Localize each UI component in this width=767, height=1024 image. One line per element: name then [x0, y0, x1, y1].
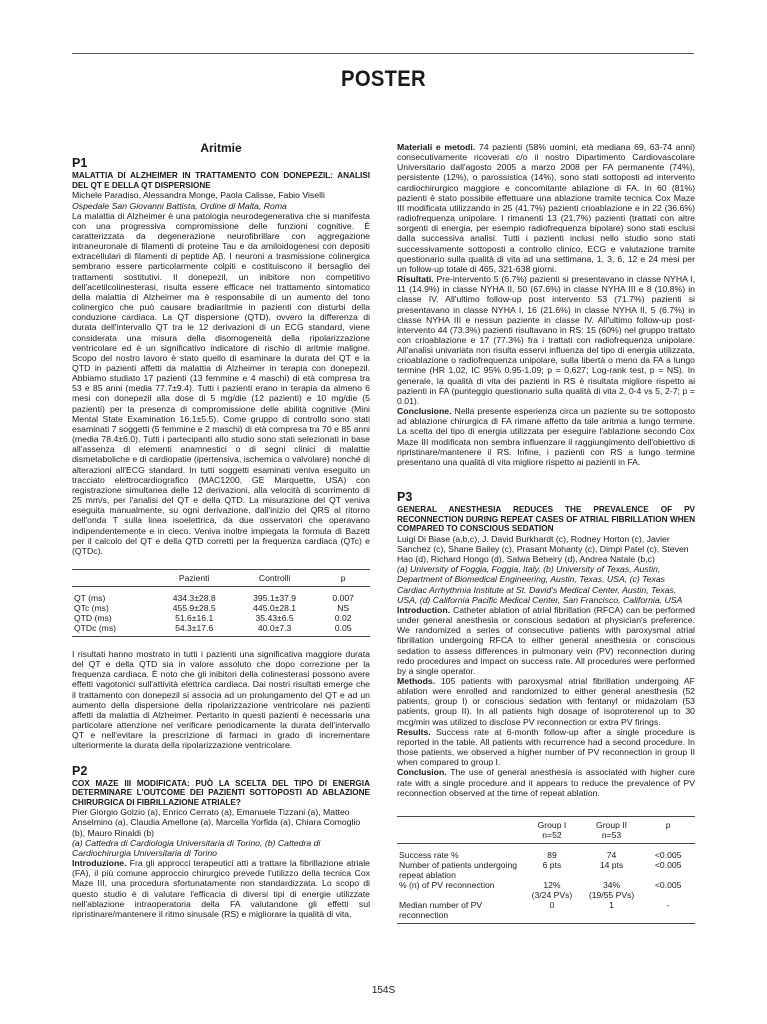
table-row — [397, 843, 695, 860]
value-detail: (19/55 PVs) — [588, 889, 635, 900]
table-cell: 74 — [606, 849, 617, 860]
group1-label: Group I — [537, 819, 567, 830]
table-cell: 6 pts — [542, 859, 562, 870]
table-row — [397, 860, 695, 880]
conclusion-p2 — [397, 406, 695, 467]
table-cell: NS — [337, 602, 350, 613]
table-cell: 0.05 — [334, 622, 352, 633]
group2-label: Group II — [596, 819, 628, 830]
table-row — [397, 880, 695, 900]
table-cell: - — [666, 899, 670, 910]
table-header-cell: Pazienti — [178, 572, 210, 583]
group1-n: n=52 — [542, 829, 562, 840]
intro-p2 — [72, 858, 370, 919]
table-row — [72, 623, 370, 636]
table-cell: 434.3±28.8 — [172, 592, 216, 603]
table-header-cell: p — [340, 572, 346, 583]
body-p1-part1: La malattia di Alzheimer è una patologia neurodegenerativa che si manifesta con una progressiva compromissione delle funzioni cognitive. È caratterizzata da degenerazione neurofibrillare con aggregazione intraneuronale di filamenti di proteine Tau e da amiloidogenesi con depositi extracellulari di filamenti di peptide Aβ. I neuroni a trasmissione colinergica sembrano essere particolarmente colpiti e costituiscono il bersaglio dei trattamenti sostitutivi. Il donepezil, un inibitore non competitivo dell'acetilcolinesterasi, risulta essere efficace nel trattamento sintomatico della malattia di Alzheimer ma è responsabile di un aumento del tono colinergico che può causare bradiaritmie in pazienti con disturbi della conduzione cardiaca. La QT dispersione (QTD), ovvero la differenza di durata dell'intervallo QT tra le 12 derivazioni di un ECG standard, viene considerata una misura della disomogeneità della ripolarizzazione ventricolare ed è un significativo indicatore di rischio di aritmie maligne. Scopo del nostro lavoro è stato quello di esaminare la durata del QT e la QTD in pazienti affetti da malattia di Alzheimer in terapia con donepezil. Abbiamo studiato 17 pazienti (13 femmine e 4 maschi) di età compresa tra 53 e 85 anni (media 77.7±9.4). Tutti i pazienti erano in terapia da almeno 6 mesi con donepezil alla dose di 5 mg/die (12 pazienti) e 10 mg/die (5 pazienti) per la presenza di compromissione delle abilità cognitive (Mini Mental State Examination 16.1±5.5). Come gruppo di controllo sono stati esaminati 7 soggetti (5 femmine e 2 maschi) di età compresa tra 70 e 85 anni (media 78.4±6.0). Tutti i partecipanti allo studio sono stati selezionati in base all'assenza di elementi anamnestici o di segni clinici di malattie dismetaboliche e di cardiopatie (ipertensiva, ischemica o valvolare) nonché di alterazioni all'ECG standard. In tutti soggetti esaminati veniva eseguito un tracciato elettrocardiografico (MAC1200, GE Marquette, USA) con registrazione simultanea delle 12 derivazioni, alla velocità di scorrimento di 25 mm/s, per l'analisi del QT e della QTD. La misurazione del QT veniva eseguita manualmente, su ogni derivazione, dall'inizio del QRS al ritorno dell'onda T sulla linea isoelettrica, da due osservatori che operavano indipendentemente e in cieco. Veniva inoltre impiegata la formula di Bazett per il calcolo del QT e della QTD corretti per la frequenza cardiaca (QTc) e (QTDc). — [72, 210, 370, 556]
table-cell: Median number of PV reconnection — [399, 899, 483, 920]
conclusion-label: Conclusion. — [397, 767, 447, 778]
table-cell: QT (ms) — [74, 592, 106, 603]
abstract-id-p2: P2 — [72, 763, 88, 778]
table-cell: 0.02 — [334, 612, 352, 623]
affiliation-p1: Ospedale San Giovanni Battista, Ordine di Malta, Roma — [72, 200, 287, 211]
authors-p1: Michele Paradiso, Alessandra Monge, Paola Calisse, Fabio Viselli — [72, 190, 325, 201]
methods-label: Methods. — [397, 675, 436, 686]
table-cell: 14 pts — [599, 859, 624, 870]
intro-label: Introduction. — [397, 604, 451, 615]
table-cell: 445.0±28.1 — [253, 602, 297, 613]
table-header-cell — [397, 817, 522, 844]
intro-text: Fra gli approcci terapeutici atti a trattare la fibrillazione atriale (FA), il più comune approccio chirurgico prevede l'utilizzo della tecnica Cox Maze III, una procedura sfortunatamente non standardizzata. Lo scopo di questo studio è di valutare l'efficacia di diversi tipi di energie utilizzate nell'ablazione intraoperatoria della FA valutandone gli effetti sul ripristinare/mantenere il ritmo sinusale (RS) e migliorare la qualità di vita. — [72, 858, 370, 919]
table-cell: 40.0±7.3 — [257, 622, 292, 633]
table-row — [72, 603, 370, 613]
table-cell: 395.1±37.9 — [253, 592, 297, 603]
table-cell: 51.6±16.1 — [175, 612, 214, 623]
conclusion-p3 — [397, 767, 695, 797]
authors-p2: Pier Giorgio Golzio (a), Enrico Cerrato (a), Emanuele Tizzani (a), Matteo Anselmino (a), Claudia Amellone (a), Marcella Yorfida (a), Chiara Comoglio (b), Mauro Rinaldi (b) — [72, 807, 361, 838]
table-cell: QTD (ms) — [74, 612, 112, 623]
results-p2 — [397, 274, 695, 406]
results-label: Results. — [397, 726, 431, 737]
conclusion-text: The use of general anesthesia is associated with higher cure rate with a single procedure and it appears to reduce the prevalence of PV reconnection observed at the time of repeat ablation. — [397, 767, 695, 798]
intro-text: Catheter ablation of atrial fibrillation (RFCA) can be performed under general anesthesia or conscious sedation at physician's preference. We randomized a series of consecutive patients with paroxysmal atrial fibrillation undergoing RFCA to either general anesthesia or conscious sedation to assess differences in pulmonary vein (PV) reconnection during redo procedures and impact on success rate. All procedures were performed by a single operator. — [397, 604, 695, 676]
body-p1-part2: I risultati hanno mostrato in tutti i pazienti una significativa maggiore durata del QT e della QTD sia in valore assoluto che dopo correzione per la frequenza cardiaca. È noto che gli inibitori della colinesterasi possono avere effetti vagotonici sull'attività elettrica cardiaca. Dai nostri risultati emerge che il trattamento con donepezil si associa ad un prolungamento del QT e ad un aumento della dispersione della ripolarizzazione ventricolare nei pazienti affetti da malattia di Alzheimer. Pertanto in questi pazienti è necessaria una particolare attenzione nel verificare periodicamente la durata dell'intervallo QT e nell'evitare la prescrizione di farmaci in grado di incrementare ulteriormente la durata della ripolarizzazione ventricolare. — [72, 648, 370, 751]
affiliation-p2: (a) Cattedra di Cardiologia Universitaria di Torino, (b) Cattedra di Cardiochirurgia Universitaria di Torino — [72, 837, 321, 858]
table-p1 — [72, 569, 370, 637]
conclusion-label: Conclusione. — [397, 406, 452, 417]
table-header-cell — [582, 817, 642, 844]
table-header-cell — [72, 570, 155, 587]
results-label: Risultati. — [397, 274, 434, 285]
right-column — [397, 142, 695, 924]
methods-p3 — [397, 676, 695, 727]
value-detail: (3/24 PVs) — [531, 889, 573, 900]
left-column — [72, 140, 370, 919]
page-title: POSTER — [341, 66, 426, 91]
table-row — [397, 900, 695, 923]
value: 12% — [543, 879, 561, 890]
results-text: Pre-intervento 5 (6.7%) pazienti si presentavano in classe NYHA I, 11 (14.9%) in classe NYHA II, 50 (67.6%) in classe NYHA III e 8 (10.8%) in classe IV. All'ultimo follow-up post intervento 53 (71.7%) pazienti si presentavano in classe NYHA I, 16 (21.6%) in classe NYHA II, 5 (6.7%) in classe NYHA III e nessun paziente in classe IV. All'ultimo follow-up post-intervento 44 (73.3%) pazienti risultavano in RS: 15 (60%) nel gruppo trattato con crioablazione e 17 (77.3%) fra i trattati con radiofrequenza unipolare. All'analisi univariata non risulta esservi influenza del tipo di energia utilizzata, crioablazione o radiofrequenza unipolare, sulla libertà o meno da FA a lungo termine (HR 1.02, IC 95% 0.95-1.09; p = 0.627; Log-rank test, p = NS). In generale, la qualità di vita dei pazienti in RS è risultata migliore rispetto ai pazienti in FA (punteggio questionario sulla qualità di vita 2, 0-4 vs 5, 2-7; p = 0.01). — [397, 274, 695, 406]
table-cell: 54.3±17.6 — [175, 622, 214, 633]
authors-p3: Luigi Di Biase (a,b,c), J. David Burkhardt (c), Rodney Horton (c), Javier Sanchez (c), Shane Bailey (c), Prasant Mohanty (c), Dimpi Patel (c), Steven Hao (d), Richard Hongo (d), Salwa Beheiry (d), Andrea Natale (b,c) — [397, 533, 689, 565]
table-header-cell: p — [665, 819, 671, 830]
methods-p2 — [397, 142, 695, 274]
methods-label: Materiali e metodi. — [397, 142, 476, 152]
table-cell: <0.005 — [654, 849, 682, 860]
conclusion-text: Nella presente esperienza circa un paziente su tre sottoposto ad ablazione chirurgica di FA rimane affetto da tale aritmia a lungo termine. La scelta del tipo di energia utilizzata per eseguire l'ablazione secondo Cox Maze III modificata non sembra influenzare il raggiungimento dell'obiettivo di ripristinare/mantenere il RS. Infine, i pazienti con RS a lungo termine presentano una qualità di vita migliore rispetto ai pazienti in FA. — [397, 406, 695, 467]
table-cell: % (n) of PV reconnection — [399, 879, 495, 890]
value: 34% — [602, 879, 621, 890]
section-title: Aritmie — [200, 141, 242, 155]
abstract-title-p2: COX MAZE III MODIFICATA: PUÒ LA SCELTA DEL TIPO DI ENERGIA DETERMINARE L'OUTCOME DEI PAZIENTI SOTTOPOSTI AD ABLAZIONE CHIRURGICA DI FIBRILLAZIONE ATRIALE? — [72, 778, 370, 807]
top-rule — [72, 53, 694, 54]
table-cell: QTc (ms) — [74, 602, 109, 613]
abstract-id-p3: P3 — [397, 490, 413, 504]
intro-p3 — [397, 605, 695, 676]
table-cell: 89 — [547, 849, 557, 860]
table-row — [72, 586, 370, 603]
table-header-row — [72, 570, 370, 587]
table-cell: <0.005 — [654, 879, 682, 890]
intro-label: Introduzione. — [72, 858, 127, 869]
abstract-title-p1: MALATTIA DI ALZHEIMER IN TRATTAMENTO CON DONEPEZIL: ANALISI DEL QT E DELLA QT DISPERSIONE — [72, 171, 370, 190]
table-header-row — [397, 817, 695, 844]
group2-n: n=53 — [601, 829, 622, 840]
table-cell — [522, 880, 582, 900]
table-cell: 455.9±28.5 — [172, 602, 216, 613]
abstract-id-p1: P1 — [72, 156, 88, 171]
table-cell: 0 — [549, 899, 555, 910]
table-cell: Success rate % — [399, 849, 459, 860]
table-header-cell: Controlli — [258, 572, 291, 583]
table-cell: 1 — [609, 899, 614, 910]
methods-text: 105 patients with paroxysmal atrial fibrillation undergoing AF ablation were enrolled and randomized to either general anesthesia (52 patients, group I) or conscious sedation with fentanyl or midazolam (53 patients, group II). In all patients high dosage of isoproterenol up to 30 mcg/min was utilized to disclose PV reconnection or extra PV firings. — [397, 675, 695, 727]
table-cell: QTDc (ms) — [74, 622, 117, 633]
table-cell: <0.005 — [654, 859, 682, 870]
results-text: Success rate at 6-month follow-up after a single procedure is reported in the table. All patients with recurrence had a second procedure. In those patients, we observed a higher number of PV reconnection in group II when compared to group I. — [397, 726, 695, 768]
page-number: 154S — [371, 985, 396, 996]
table-header-cell — [522, 817, 582, 844]
table-cell: 35.43±6.5 — [255, 612, 294, 623]
results-p3 — [397, 727, 695, 768]
table-row — [72, 613, 370, 623]
abstract-title-p3: GENERAL ANESTHESIA REDUCES THE PREVALENCE OF PV RECONNECTION DURING REPEAT CASES OF ATRIAL FIBRILLATION WHEN COMPARED TO CONSCIOUS SEDATION — [397, 505, 695, 534]
affiliation-p3: (a) University of Foggia, Foggia, Italy, (b) University of Texas, Austin, Department of Biomedical Engineering, Austin, Texas, USA, (c) Texas Cardiac Arrhythmia Institute at St. David's Medical Center, Austin, Texas, USA, (d) California Pacific Medical Center, San Francisco, California, USA — [397, 564, 683, 605]
table-cell: 0.007 — [332, 592, 354, 603]
table-cell: Number of patients undergoing repeat ablation — [399, 859, 518, 880]
table-p3 — [397, 816, 695, 924]
table-cell — [582, 880, 642, 900]
methods-text: 74 pazienti (58% uomini, età mediana 69, 63-74 anni) consecutivamente ricoverati c/o il nostro Dipartimento Cardiovascolare Universitario dall'agosto 2005 a marzo 2008 per FA permanente (74%), persistente (12%), o parossistica (14%), sono stati sottoposti ad intervento cardiochirurgico maggiore e concomitante ablazione di FA. In 60 (81%) pazienti è stato possibile effettuare una ablazione tramite tecnica Cox Maze III modificata utilizzando in 25 (41.7%) pazienti crioablazione e in 22 (36.6%) radiofrequenza unipolare. I rimanenti 13 (21.7%) pazienti (trattati con altre sorgenti di energia, per esempio radiofrequenza bipolare) sono stati esclusi dalla successiva analisi. Tutti i pazienti inclusi nello studio sono stati successivamente sottoposti a controllo clinico, ECG e valutazione tramite questionario sulla qualità di vita ad una settimana, 1, 3, 6, 12 e 24 mesi per un follow-up totale di 465, 321-638 giorni. — [397, 142, 695, 274]
